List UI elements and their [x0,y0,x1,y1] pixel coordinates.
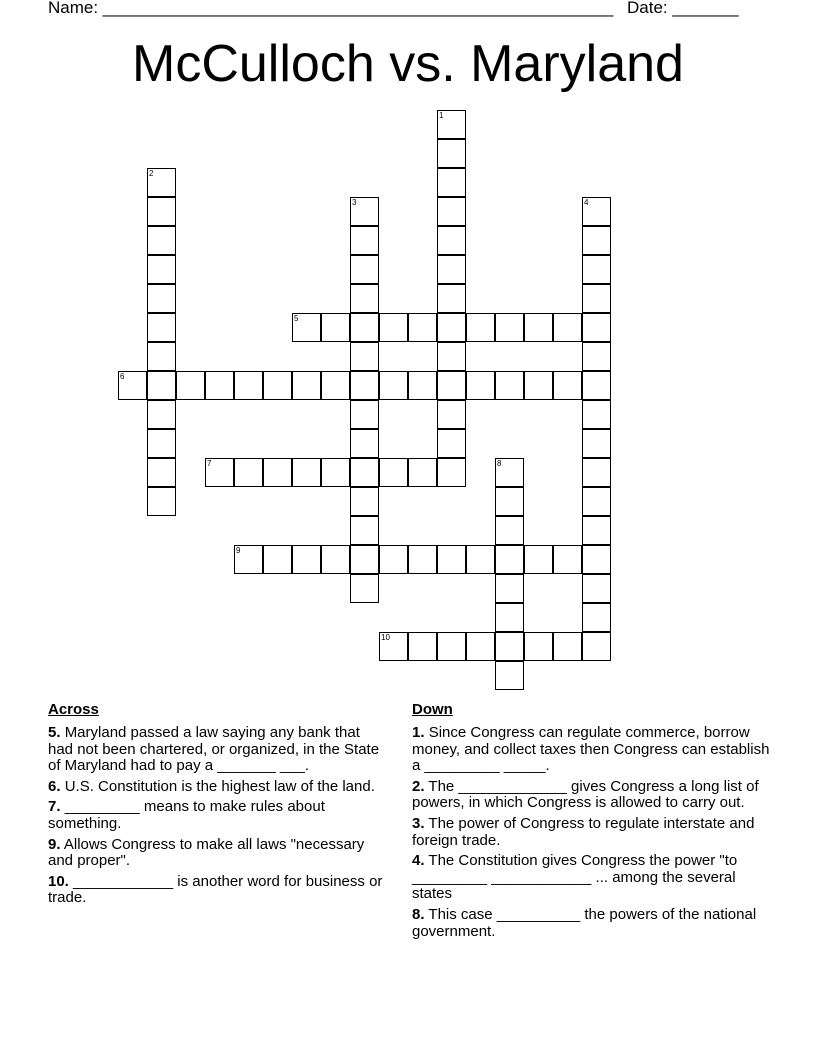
grid-cell[interactable] [350,371,379,400]
clue-number: 6. [48,777,61,795]
clue-across-6 [48,779,388,796]
grid-cell[interactable] [350,574,379,603]
grid-cell[interactable] [524,632,553,661]
grid-cell[interactable] [495,574,524,603]
clue-across-5 [48,725,388,775]
grid-cell[interactable] [553,545,582,574]
cell-number: 7 [207,459,212,468]
grid-cell[interactable] [292,458,321,487]
grid-cell[interactable] [147,400,176,429]
grid-cell[interactable] [147,284,176,313]
grid-cell[interactable] [582,400,611,429]
grid-cell[interactable] [321,371,350,400]
grid-cell[interactable] [582,516,611,545]
clue-number: 7. [48,798,61,816]
grid-cell[interactable] [292,313,321,342]
grid-cell[interactable] [350,342,379,371]
grid-cell[interactable] [437,168,466,197]
down-clues [412,700,774,944]
grid-cell[interactable] [350,400,379,429]
clue-text: U.S. Constitution is the highest law of the land. [64,777,375,795]
grid-cell[interactable] [582,313,611,342]
clue-number: 2. [412,777,425,795]
clue-text: Allows Congress to make all laws "necessary and proper". [48,835,365,870]
grid-cell[interactable] [147,429,176,458]
clue-down-3 [412,816,774,849]
grid-cell[interactable] [466,632,495,661]
cell-number: 4 [584,198,589,207]
grid-cell[interactable] [524,545,553,574]
clue-across-9 [48,837,388,870]
grid-cell[interactable] [321,545,350,574]
grid-cell[interactable] [437,255,466,284]
grid-cell[interactable] [437,400,466,429]
clue-down-2 [412,779,774,812]
grid-cell[interactable] [495,661,524,690]
grid-cell[interactable] [582,197,611,226]
clue-number: 1. [412,724,425,741]
clue-text: ____________ is another word for business or trade. [48,872,383,907]
clue-number: 8. [412,905,425,923]
grid-cell[interactable] [495,487,524,516]
grid-cell[interactable] [582,371,611,400]
grid-cell[interactable] [147,487,176,516]
grid-cell[interactable] [582,545,611,574]
date-field[interactable]: Date: _______ [627,0,739,17]
grid-cell[interactable] [379,458,408,487]
grid-cell[interactable] [582,226,611,255]
grid-cell[interactable] [350,197,379,226]
clue-down-4 [412,853,774,903]
grid-cell[interactable] [147,168,176,197]
grid-cell[interactable] [408,458,437,487]
grid-cell[interactable] [408,371,437,400]
grid-cell[interactable] [234,371,263,400]
grid-cell[interactable] [379,313,408,342]
clue-number: 9. [48,835,61,853]
grid-cell[interactable] [147,197,176,226]
clue-across-10 [48,874,388,907]
grid-cell[interactable] [292,545,321,574]
grid-cell[interactable] [263,458,292,487]
grid-cell[interactable] [147,255,176,284]
clue-number: 3. [412,814,425,832]
across-heading: Across [48,701,99,718]
clue-down-8 [412,907,774,940]
clue-across-7 [48,799,388,832]
clue-text: The power of Congress to regulate interstate and foreign trade. [412,814,755,849]
grid-cell[interactable] [234,545,263,574]
grid-cell[interactable] [408,313,437,342]
grid-cell[interactable] [582,632,611,661]
across-clues [48,700,388,911]
grid-cell[interactable] [292,371,321,400]
grid-cell[interactable] [524,313,553,342]
clue-number: 4. [412,852,425,870]
grid-cell[interactable] [582,284,611,313]
grid-cell[interactable] [582,255,611,284]
clue-number: 5. [48,724,61,741]
grid-cell[interactable] [437,284,466,313]
grid-cell[interactable] [350,487,379,516]
grid-cell[interactable] [582,429,611,458]
grid-cell[interactable] [437,458,466,487]
cell-number: 2 [149,169,154,178]
grid-cell[interactable] [350,429,379,458]
clue-text: Since Congress can regulate commerce, borrow money, and collect taxes then Congress can establish a _________ _____. [412,724,770,775]
grid-cell[interactable] [408,545,437,574]
grid-cell[interactable] [437,139,466,168]
clue-text: _________ means to make rules about something. [48,798,325,832]
grid-cell[interactable] [524,371,553,400]
grid-cell[interactable] [350,284,379,313]
grid-cell[interactable] [437,429,466,458]
down-heading: Down [412,701,453,718]
grid-cell[interactable] [350,458,379,487]
grid-cell[interactable] [379,371,408,400]
grid-cell[interactable] [466,545,495,574]
grid-cell[interactable] [437,110,466,139]
clue-text: The _____________ gives Congress a long list of powers, in which Congress is allowed to carry out. [412,777,759,812]
grid-cell[interactable] [582,342,611,371]
grid-cell[interactable] [437,342,466,371]
grid-cell[interactable] [582,574,611,603]
grid-cell[interactable] [350,516,379,545]
grid-cell[interactable] [437,197,466,226]
grid-cell[interactable] [553,371,582,400]
grid-cell[interactable] [321,458,350,487]
grid-cell[interactable] [408,632,437,661]
grid-cell[interactable] [553,313,582,342]
grid-cell[interactable] [147,313,176,342]
grid-cell[interactable] [205,458,234,487]
cell-number: 1 [439,111,444,120]
grid-cell[interactable] [582,487,611,516]
grid-cell[interactable] [118,371,147,400]
grid-cell[interactable] [495,458,524,487]
grid-cell[interactable] [437,632,466,661]
cell-number: 6 [120,372,125,381]
cell-number: 8 [497,459,502,468]
grid-cell[interactable] [495,516,524,545]
grid-cell[interactable] [582,603,611,632]
puzzle-title: McCulloch vs. Maryland [132,35,684,93]
grid-cell[interactable] [147,371,176,400]
grid-cell[interactable] [379,632,408,661]
grid-cell[interactable] [350,313,379,342]
clue-text: This case __________ the powers of the national government. [412,905,757,940]
grid-cell[interactable] [379,545,408,574]
grid-cell[interactable] [495,632,524,661]
grid-cell[interactable] [466,371,495,400]
cell-number: 5 [294,314,299,323]
grid-cell[interactable] [147,226,176,255]
grid-cell[interactable] [437,545,466,574]
grid-cell[interactable] [553,632,582,661]
grid-cell[interactable] [350,545,379,574]
clue-text: Maryland passed a law saying any bank that had not been chartered, or organized, in the State of Maryland had to pay a _______ ___. [48,724,380,775]
clue-number: 10. [48,872,69,890]
clue-text: The Constitution gives Congress the power "to _________ ____________ ... among the several states [412,852,738,903]
cell-number: 9 [236,546,241,555]
grid-cell[interactable] [321,313,350,342]
grid-cell[interactable] [437,371,466,400]
grid-cell[interactable] [350,255,379,284]
grid-cell[interactable] [234,458,263,487]
grid-cell[interactable] [495,313,524,342]
grid-cell[interactable] [263,371,292,400]
grid-cell[interactable] [437,226,466,255]
grid-cell[interactable] [466,313,495,342]
cell-number: 3 [352,198,357,207]
grid-cell[interactable] [495,371,524,400]
cell-number: 10 [381,633,390,642]
grid-cell[interactable] [495,603,524,632]
grid-cell[interactable] [350,226,379,255]
grid-cell[interactable] [582,458,611,487]
name-field[interactable]: Name: ______________________________________________________ [48,0,614,17]
clue-down-1 [412,725,774,775]
grid-cell[interactable] [437,313,466,342]
grid-cell[interactable] [205,371,234,400]
grid-cell[interactable] [263,545,292,574]
grid-cell[interactable] [176,371,205,400]
grid-cell[interactable] [147,458,176,487]
grid-cell[interactable] [495,545,524,574]
grid-cell[interactable] [147,342,176,371]
